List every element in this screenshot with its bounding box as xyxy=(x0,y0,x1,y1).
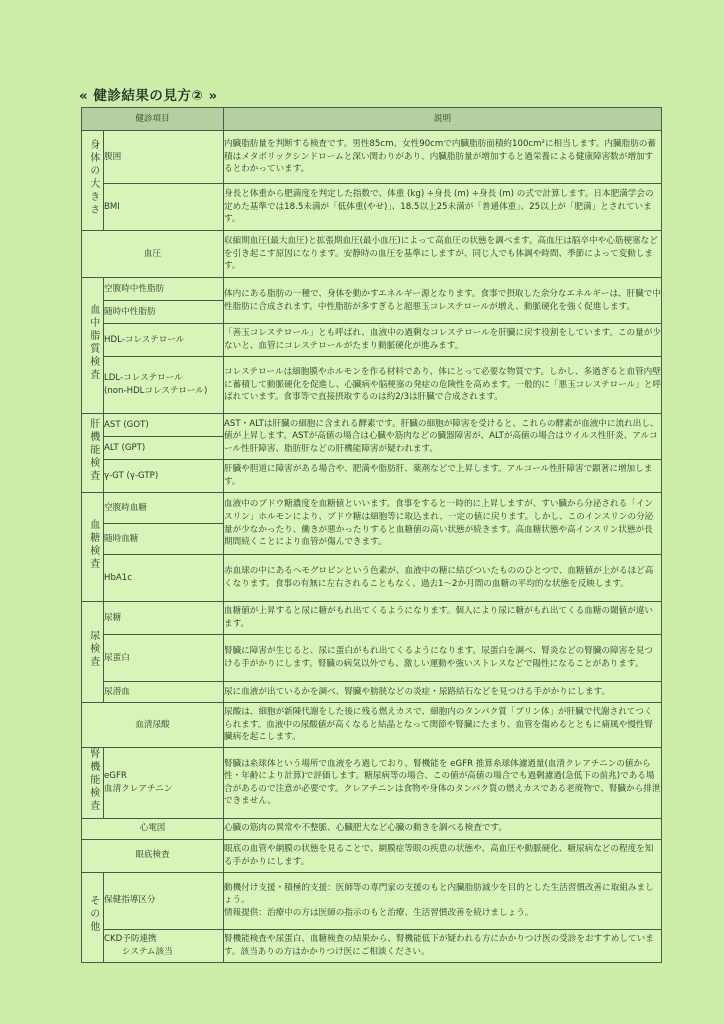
item-ckd: CKD予防連携 システム該当 xyxy=(104,929,224,962)
table-row xyxy=(82,703,662,748)
header-desc: 説明 xyxy=(224,108,662,131)
item-egfr: eGFR 血清クレアチニン xyxy=(104,748,224,819)
item-random-glucose: 随時血糖 xyxy=(104,524,224,555)
table-row xyxy=(82,231,662,278)
desc-waist: 内臓脂肪量を判断する検査です。男性85cm、女性90cmで内臓脂肪面積約100cm²に相当します。内臓脂肪の蓄積はメタボリックシンドロームと深い関わりがあり、内臓脂肪量が増加すると過栄養による健康障害数が増加するとわかっています。 xyxy=(224,131,662,184)
desc-fundus: 眼底の血管や網膜の状態を見ることで、網膜症等眼の疾患の状態や、高血圧や動脈硬化、糖尿病などの程度を知る手がかりにします。 xyxy=(224,839,662,872)
item-bmi: BMI xyxy=(104,184,224,231)
desc-bmi: 身長と体重から肥満度を判定した指数で、体重 (kg) ÷身長 (m) ÷身長 (m) の式で計算します。日本肥満学会の定めた基準では18.5未満が「低体重(やせ)」、18.5以上25未満が「普通体重」、25以上が「肥満」とされています。 xyxy=(224,184,662,231)
category-liver: 肝機能検査 xyxy=(82,414,104,493)
checkup-results-table xyxy=(81,107,662,963)
item-ldl: LDL-コレステロール (non-HDLコレステロール) xyxy=(104,357,224,414)
item-uric-acid: 血清尿酸 xyxy=(82,703,224,748)
item-guidance: 保健指導区分 xyxy=(104,872,224,929)
item-alt: ALT (GPT) xyxy=(104,437,224,460)
desc-triglyceride: 体内にある脂肪の一種で、身体を動かすエネルギー源となります。食事で摂取した余分なエネルギーは、肝臓で中性脂肪に合成されます。中性脂肪が多すぎると超悪玉コレステロールが増え、動脈硬化を強く促進します。 xyxy=(224,278,662,324)
desc-glucose: 血液中のブドウ糖濃度を血糖値といいます。食事をすると一時的に上昇しますが、すい臓から分泌される「インスリン」ホルモンにより、ブドウ糖は細胞等に取込まれ、一定の値に戻ります。しかし、このインスリンの分泌量が少なかったり、働きが悪かったりすると血糖値の高い状態が続きます。高血糖状態や高インスリン状態が長期間続くことにより血管が傷んできます。 xyxy=(224,493,662,555)
table-row xyxy=(82,460,662,493)
item-urine-sugar: 尿糖 xyxy=(104,602,224,635)
table-row xyxy=(82,555,662,602)
desc-ckd: 腎機能検査や尿蛋白、血糖検査の結果から、腎機能低下が疑われる方にかかりつけ医の受診をおすすめしています。該当ありの方はかかりつけ医にご相談ください。 xyxy=(224,929,662,962)
category-urine: 尿検査 xyxy=(82,602,104,703)
table-row xyxy=(82,602,662,635)
desc-urine-sugar: 血糖値が上昇すると尿に糖がもれ出てくるようになります。個人により尿に糖がもれ出てくる血糖の閾値が違います。 xyxy=(224,602,662,635)
desc-uric-acid: 尿酸は、細胞が新陳代謝をした後に残る燃えカスで、細胞内のタンパク質「プリン体」が肝臓で代謝されてつくられます。血液中の尿酸値が高くなると結晶となって関節や腎臓にたまり、血管を傷めるとともに痛風や慢性腎臓病を起こします。 xyxy=(224,703,662,748)
table-row xyxy=(82,184,662,231)
table-row xyxy=(82,635,662,682)
item-fasting-glucose: 空腹時血糖 xyxy=(104,493,224,524)
header-item: 健診項目 xyxy=(82,108,224,131)
category-body-size: 身体の大きさ xyxy=(82,131,104,231)
table-row xyxy=(82,493,662,524)
table-row xyxy=(82,357,662,414)
desc-urine-protein: 腎臓に障害が生じると、尿に蛋白がもれ出てくるようになります。尿蛋白を調べ、腎炎などの腎臓の障害を見つける手がかりにします。腎臓の病気以外でも、激しい運動や強いストレスなどで陽性になることがあります。 xyxy=(224,635,662,682)
desc-ecg: 心臓の筋肉の異常や不整脈、心臓肥大など心臓の動きを調べる検査です。 xyxy=(224,818,662,839)
desc-guidance: 動機付け支援・積極的支援：医師等の専門家の支援のもと内臓脂肪減少を目的とした生活習慣改善に取組みましょう。 情報提供：治療中の方は医師の指示のもと治療、生活習慣改善を続けましょう。 xyxy=(224,872,662,929)
table-row xyxy=(82,324,662,357)
desc-ast-alt: AST・ALTは肝臓の細胞に含まれる酵素です。肝臓の細胞が障害を受けると、これらの酵素が血液中に流れ出し、値が上昇します。ASTが高値の場合は心臓や筋肉などの臓器障害が、ALTが高値の場合はウイルス性肝炎、アルコール性肝障害、脂肪肝などの肝機能障害が疑われます。 xyxy=(224,414,662,460)
category-kidney: 腎機能検査 xyxy=(82,748,104,819)
desc-hdl: 「善玉コレステロール」とも呼ばれ、血液中の過剰なコレステロールを肝臓に戻す役割をしています。この量が少ないと、血管にコレステロールがたまり動脈硬化が進みます。 xyxy=(224,324,662,357)
table-row xyxy=(82,929,662,962)
category-other: その他 xyxy=(82,872,104,962)
item-fundus: 眼底検査 xyxy=(82,839,224,872)
table-row xyxy=(82,278,662,301)
desc-urine-blood: 尿に血液が出ているかを調べ、腎臓や膀胱などの炎症・尿路結石などを見つける手がかりにします。 xyxy=(224,682,662,703)
category-lipid: 血中脂質検査 xyxy=(82,278,104,414)
item-tg-random: 随時中性脂肪 xyxy=(104,301,224,324)
item-blood-pressure: 血圧 xyxy=(82,231,224,278)
table-row xyxy=(82,131,662,184)
item-waist: 腹囲 xyxy=(104,131,224,184)
table-row xyxy=(82,839,662,872)
item-hba1c: HbA1c xyxy=(104,555,224,602)
desc-kidney: 腎臓は糸球体という場所で血液をろ過しており、腎機能を eGFR 推算糸球体濾過量(血清クレアチニンの値から性・年齢により計算)で評価します。糖尿病等の場合、この値が高値の場合でも過剰濾過(急低下の前兆)である場合があるので注意が必要です。クレアチニンは食物や身体のタンパク質の燃えカスである老廃物で、腎臓から排泄できません。 xyxy=(224,748,662,819)
desc-ggt: 肝臓や胆道に障害がある場合や、肥満や脂肪肝、薬剤などで上昇します。アルコール性肝障害で顕著に増加します。 xyxy=(224,460,662,493)
item-ast: AST (GOT) xyxy=(104,414,224,437)
desc-blood-pressure: 収縮期血圧(最大血圧)と拡張期血圧(最小血圧)によって高血圧の状態を調べます。高血圧は脳卒中や心筋梗塞などを引き起こす原因になります。安静時の血圧を基準にしますが、同じ人でも体調や時間、季節によって変動します。 xyxy=(224,231,662,278)
item-tg-fasting: 空腹時中性脂肪 xyxy=(104,278,224,301)
table-row xyxy=(82,872,662,929)
item-urine-blood: 尿潜血 xyxy=(104,682,224,703)
table-row xyxy=(82,748,662,819)
category-blood-sugar: 血糖検査 xyxy=(82,493,104,602)
page-title: « 健診結果の見方② » xyxy=(79,88,218,104)
item-ggt: γ-GT (γ-GTP) xyxy=(104,460,224,493)
item-ecg: 心電図 xyxy=(82,818,224,839)
table-row xyxy=(82,682,662,703)
item-urine-protein: 尿蛋白 xyxy=(104,635,224,682)
item-hdl: HDL-コレステロール xyxy=(104,324,224,357)
table-row xyxy=(82,414,662,437)
desc-hba1c: 赤血球の中にあるヘモグロビンという色素が、血液中の糖に結びついたもののひとつで、血糖値が上がるほど高くなります。食事の有無に左右されることもなく、過去1～2か月間の血糖の平均的な状態を反映します。 xyxy=(224,555,662,602)
table-row xyxy=(82,818,662,839)
desc-ldl: コレステロールは細胞膜やホルモンを作る材料であり、体にとって必要な物質です。しかし、多過ぎると血管内壁に蓄積して動脈硬化を促進し、心臓病や脳梗塞の発症の危険性を高めます。一般的に「悪玉コレステロール」と呼ばれています。食事等で直接摂取するのは約2/3は肝臓で合成されます。 xyxy=(224,357,662,414)
table-header xyxy=(82,108,662,131)
